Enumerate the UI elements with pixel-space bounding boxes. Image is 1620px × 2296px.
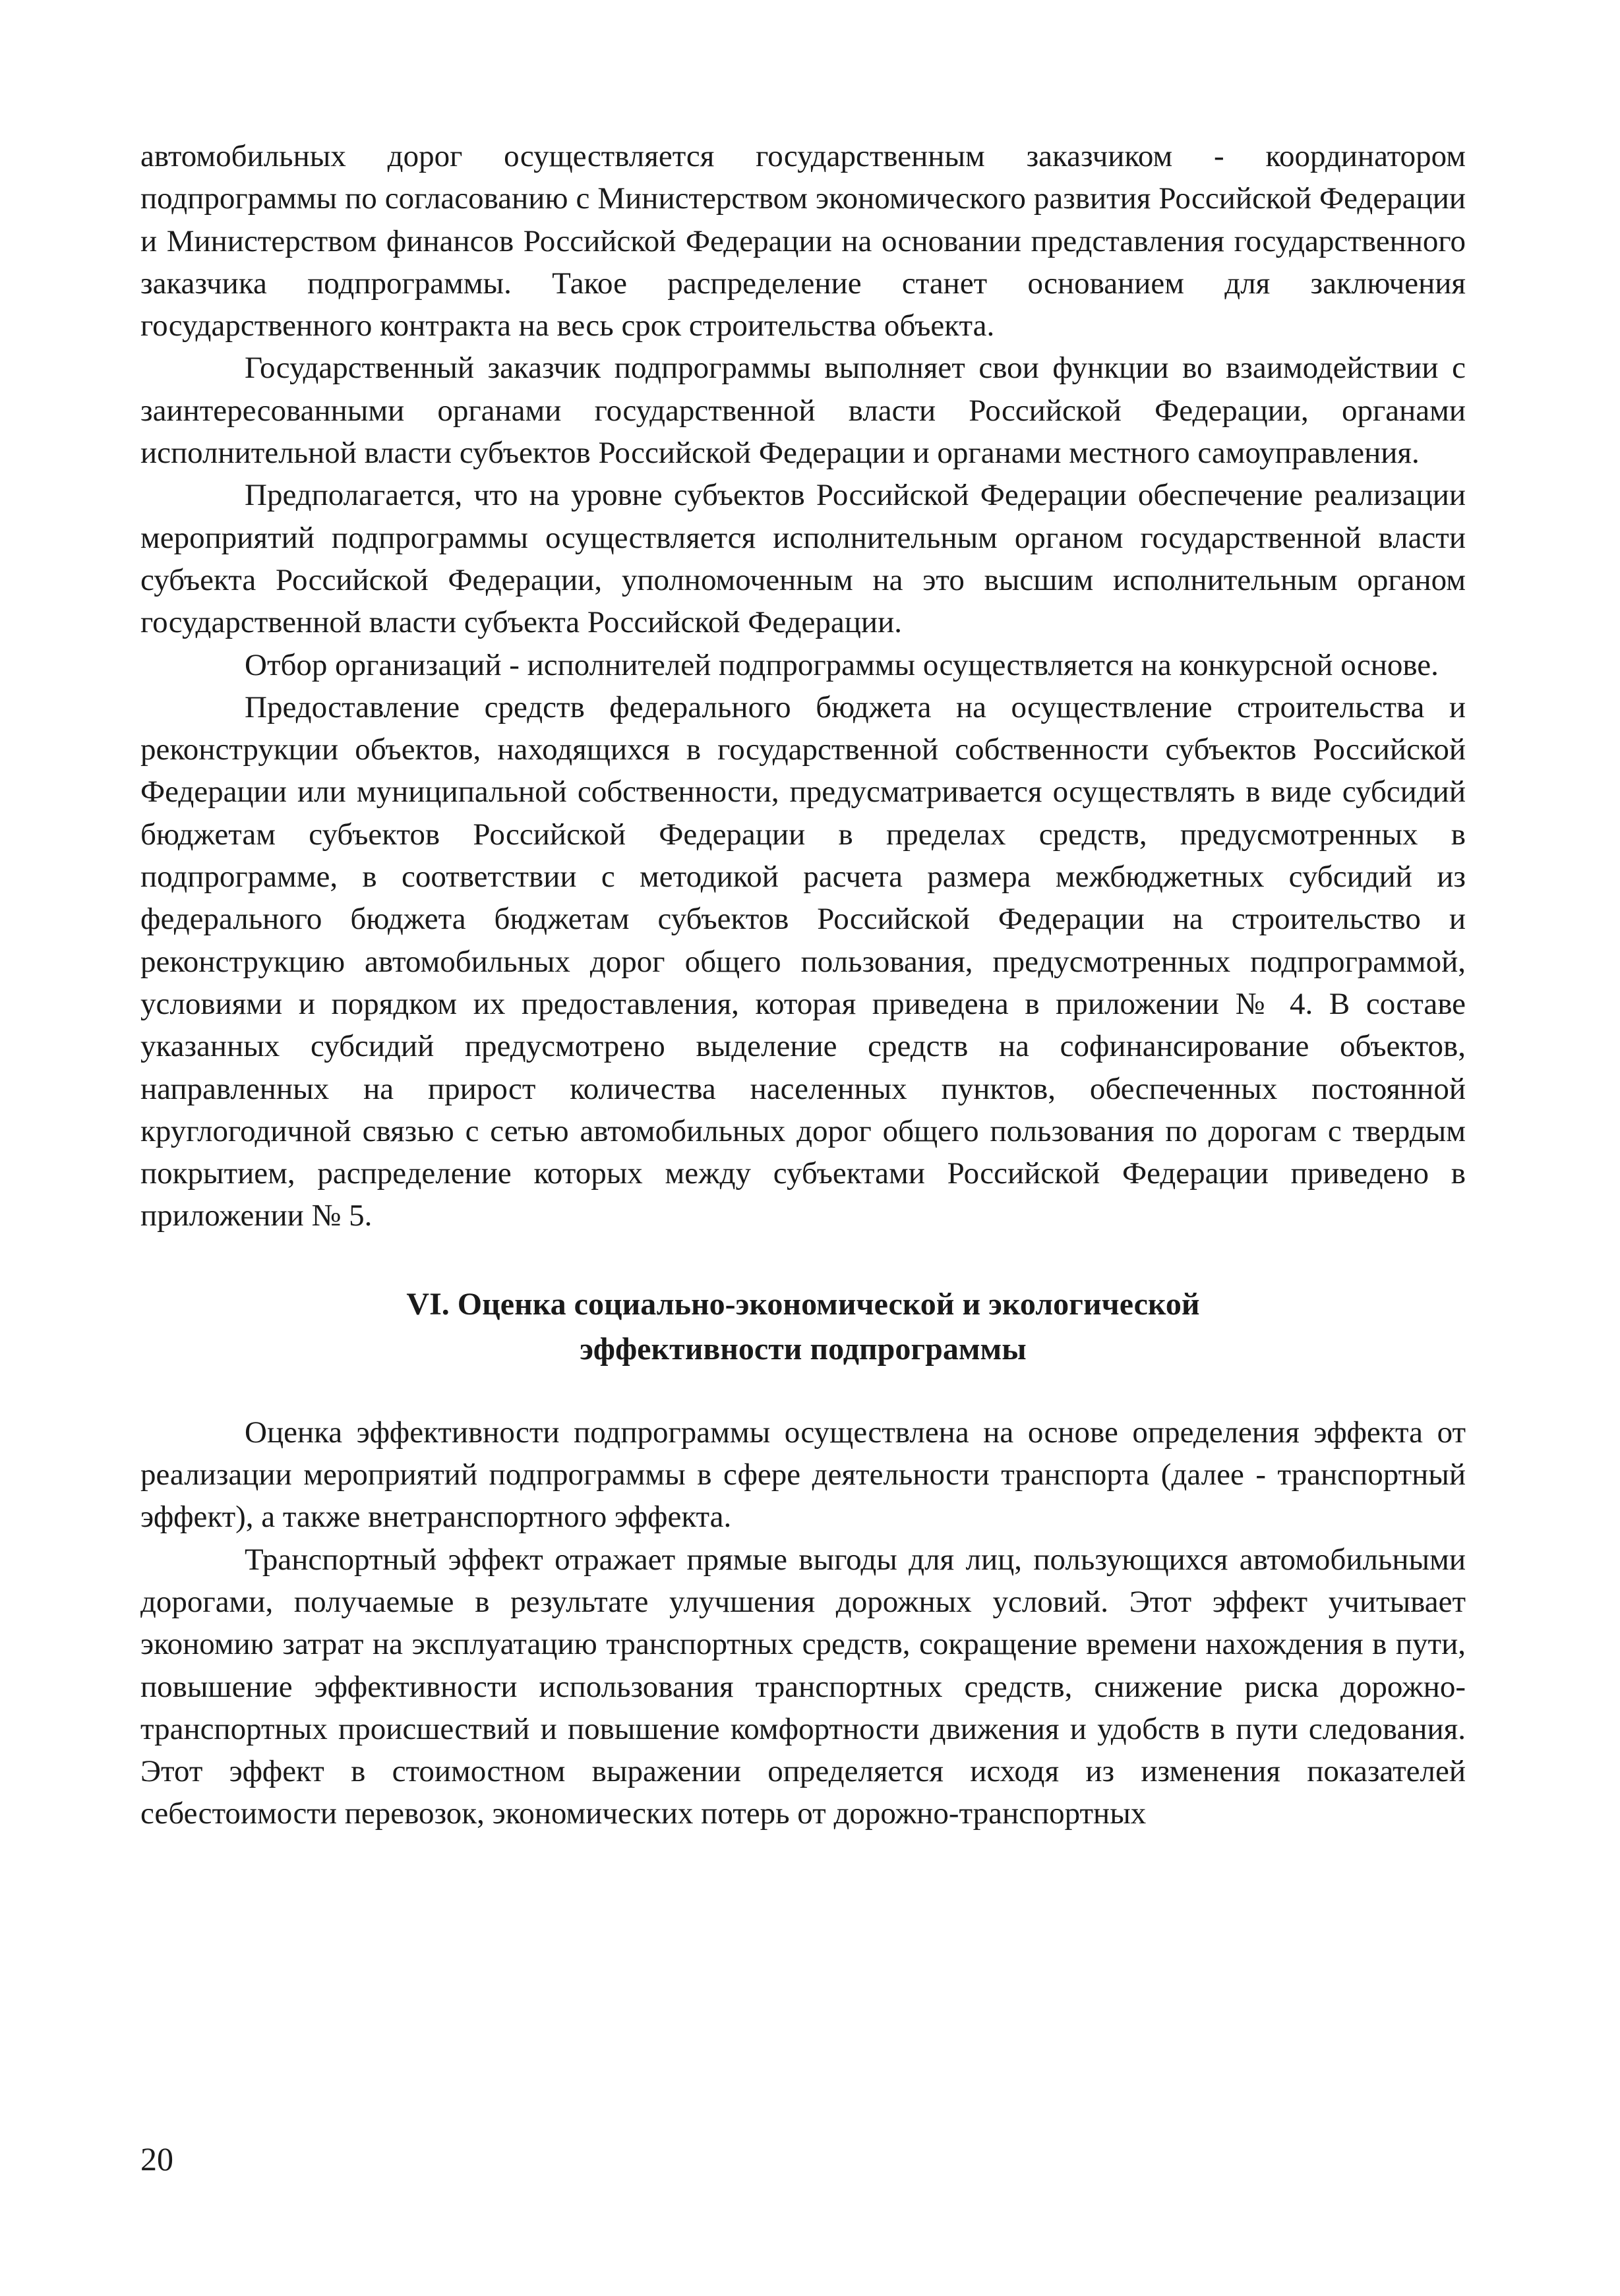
paragraph-transport-effect: Транспортный эффект отражает прямые выгоды для лиц, пользующихся автомобильными дорогами, получаемые в результате улучшения дорожных условий. Этот эффект учитывает экономию затрат на эксплуатацию транспортных средств, сокращение времени нахождения в пути, повышение эффективности использования транспортных средств, снижение риска дорожно-транспортных происшествий и повышение комфортности движения и удобств в пути следования. Этот эффект в стоимостном выражении определяется исходя из изменения показателей себестоимости перевозок, экономических потерь от дорожно-транспортных — [140, 1542, 1466, 1831]
page-number: 20 — [140, 2140, 173, 2177]
paragraph-efficiency-assessment: Оценка эффективности подпрограммы осуществлена на основе определения эффекта от реализации мероприятий подпрограммы в сфере деятельности транспорта (далее - транспортный эффект), а также внетранспортного эффекта. — [140, 1415, 1466, 1535]
section-heading-line-1: VI. Оценка социально-экономической и экологической — [406, 1286, 1200, 1322]
paragraph-state-customer: Государственный заказчик подпрограммы выполняет свои функции во взаимодействии с заинтересованными органами государственной власти Российской Федерации, органами исполнительной власти субъектов Российской Федерации и органами местного самоуправления. — [140, 351, 1466, 471]
page-body — [140, 135, 1466, 1835]
paragraph-subsidies: Предоставление средств федерального бюджета на осуществление строительства и реконструкции объектов, находящихся в государственной собственности субъектов Российской Федерации или муниципальной собственности, предусматривается осуществлять в виде субсидий бюджетам субъектов Российской Федерации в пределах средств, предусмотренных в подпрограмме, в соответствии с методикой расчета размера межбюджетных субсидий из федерального бюджета бюджетам субъектов Российской Федерации на строительство и реконструкцию автомобильных дорог общего пользования, предусмотренных подпрограммой, условиями и порядком их предоставления, которая приведена в приложении № 4. В составе указанных субсидий предусмотрено выделение средств на софинансирование объектов, направленных на прирост количества населенных пунктов, обеспеченных постоянной круглогодичной связью с сетью автомобильных дорог общего пользования по дорогам с твердым покрытием, распределение которых между субъектами Российской Федерации приведено в приложении № 5. — [140, 690, 1466, 1233]
paragraph-selection: Отбор организаций - исполнителей подпрограммы осуществляется на конкурсной основе. — [245, 647, 1439, 682]
paragraph-regional-level: Предполагается, что на уровне субъектов Российской Федерации обеспечение реализации мероприятий подпрограммы осуществляется исполнительным органом государственной власти субъекта Российской Федерации, уполномоченным на это высшим исполнительным органом государственной власти субъекта Российской Федерации. — [140, 478, 1466, 640]
paragraph-continuation: автомобильных дорог осуществляется государственным заказчиком - координатором подпрограммы по согласованию с Министерством экономического развития Российской Федерации и Министерством финансов Российской Федерации на основании представления государственного заказчика подпрограммы. Такое распределение станет основанием для заключения государственного контракта на весь срок строительства объекта. — [140, 139, 1466, 343]
section-heading-line-2: эффективности подпрограммы — [580, 1331, 1027, 1367]
section-heading — [140, 1282, 1466, 1372]
